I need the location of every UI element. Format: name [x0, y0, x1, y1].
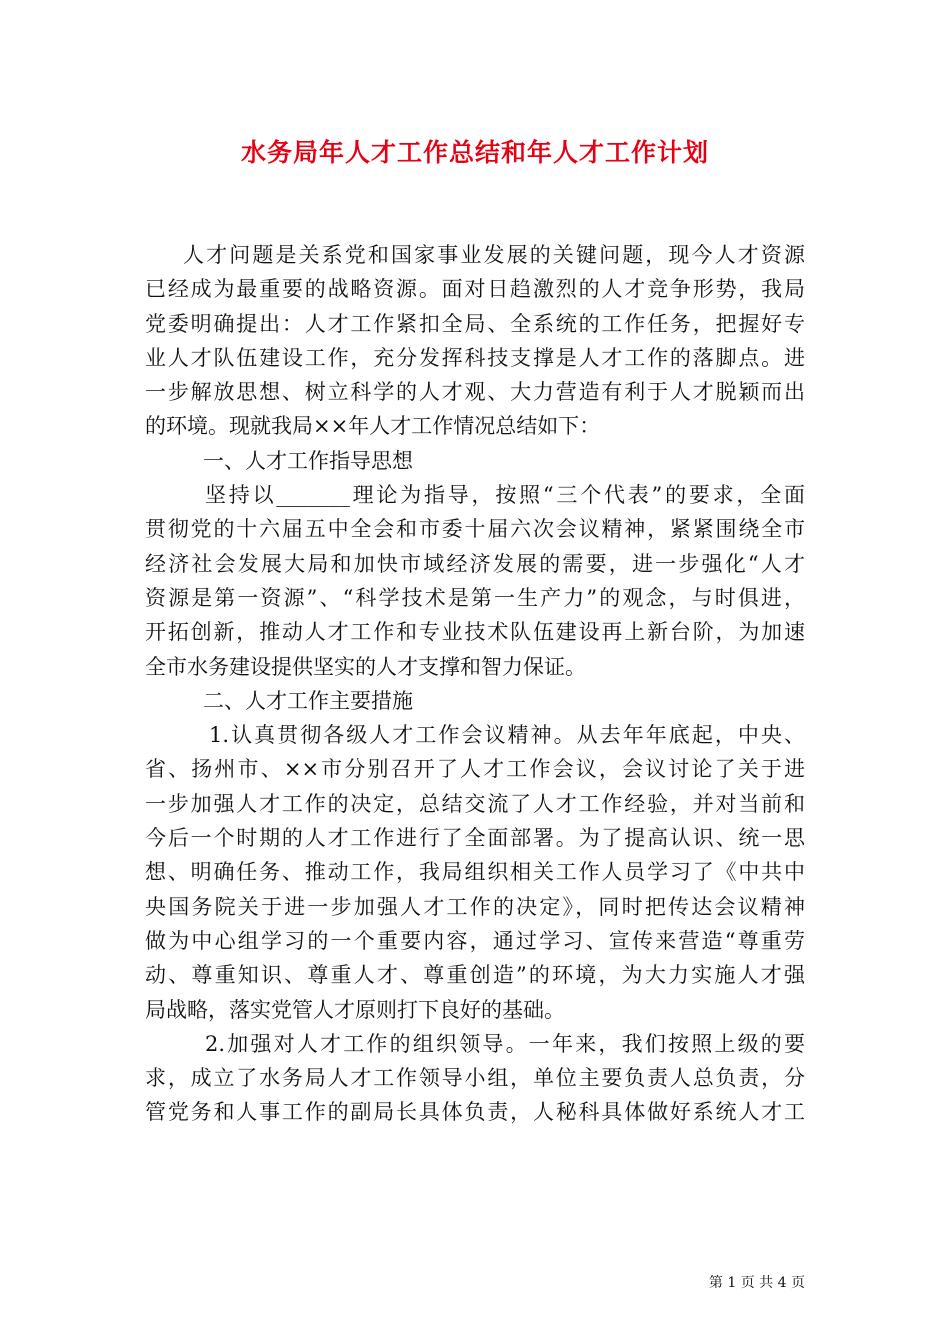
paragraph-line: 局战略，落实党管人才原则打下良好的基础。 [145, 997, 565, 1022]
document-title: 水务局年人才工作总结和年人才工作计划 [240, 138, 709, 167]
paragraph-line: 人才问题是关系党和国家事业发展的关键问题，现今人才资源 [183, 243, 805, 267]
paragraph-line: 资源是第一资源”、“科学技术是第一生产力”的观念，与时俱进， [145, 585, 805, 610]
paragraph-line: 经济社会发展大局和加快市域经济发展的需要，进一步强化“人才 [145, 551, 805, 576]
paragraph-line: 央国务院关于进一步加强人才工作的决定》，同时把传达会议精神 [145, 894, 805, 919]
paragraph-line: 想、明确任务、推动工作，我局组织相关工作人员学习了《中共中 [145, 860, 805, 885]
paragraph-line: 2.加强对人才工作的组织领导。一年来，我们按照上级的要 [205, 1031, 805, 1056]
document-body [145, 238, 805, 1130]
paragraph-line: 党委明确提出：人才工作紧扣全局、全系统的工作任务，把握好专 [145, 311, 805, 336]
paragraph-line: 已经成为最重要的战略资源。面对日趋激烈的人才竞争形势，我局 [145, 277, 805, 302]
page-footer: 第 1 页 共 4 页 [708, 1275, 805, 1291]
paragraph-line: 的环境。现就我局××年人才工作情况总结如下： [145, 414, 601, 439]
paragraph-line: 省、扬州市、××市分别召开了人才工作会议，会议讨论了关于进 [145, 757, 805, 782]
paragraph-line: 一、人才工作指导思想 [203, 448, 413, 473]
paragraph-line: 二、人才工作主要措施 [203, 688, 413, 713]
paragraph-line: 求，成立了水务局人才工作领导小组，单位主要负责人总负责，分 [145, 1066, 805, 1091]
paragraph-line: 做为中心组学习的一个重要内容，通过学习、宣传来营造“尊重劳 [145, 928, 805, 953]
paragraph-line: 坚持以_______理论为指导，按照“三个代表”的要求，全面 [205, 483, 805, 508]
paragraph-line: 全市水务建设提供坚实的人才支撑和智力保证。 [145, 654, 586, 679]
paragraph-line: 贯彻党的十六届五中全会和市委十届六次会议精神，紧紧围绕全市 [145, 517, 805, 542]
paragraph-line: 一步加强人才工作的决定，总结交流了人才工作经验，并对当前和 [145, 791, 805, 816]
paragraph-line: 业人才队伍建设工作，充分发挥科技支撑是人才工作的落脚点。进 [145, 345, 805, 370]
paragraph-line: 一步解放思想、树立科学的人才观、大力营造有利于人才脱颖而出 [145, 380, 805, 405]
paragraph-line: 1.认真贯彻各级人才工作会议精神。从去年年底起，中央、 [209, 723, 805, 748]
paragraph-line: 开拓创新，推动人才工作和专业技术队伍建设再上新台阶，为加速 [145, 620, 805, 645]
paragraph-line: 今后一个时期的人才工作进行了全面部署。为了提高认识、统一思 [145, 826, 805, 851]
paragraph-line: 动、尊重知识、尊重人才、尊重创造”的环境，为大力实施人才强 [145, 963, 805, 988]
paragraph-line: 管党务和人事工作的副局长具体负责，人秘科具体做好系统人才工 [145, 1100, 805, 1125]
